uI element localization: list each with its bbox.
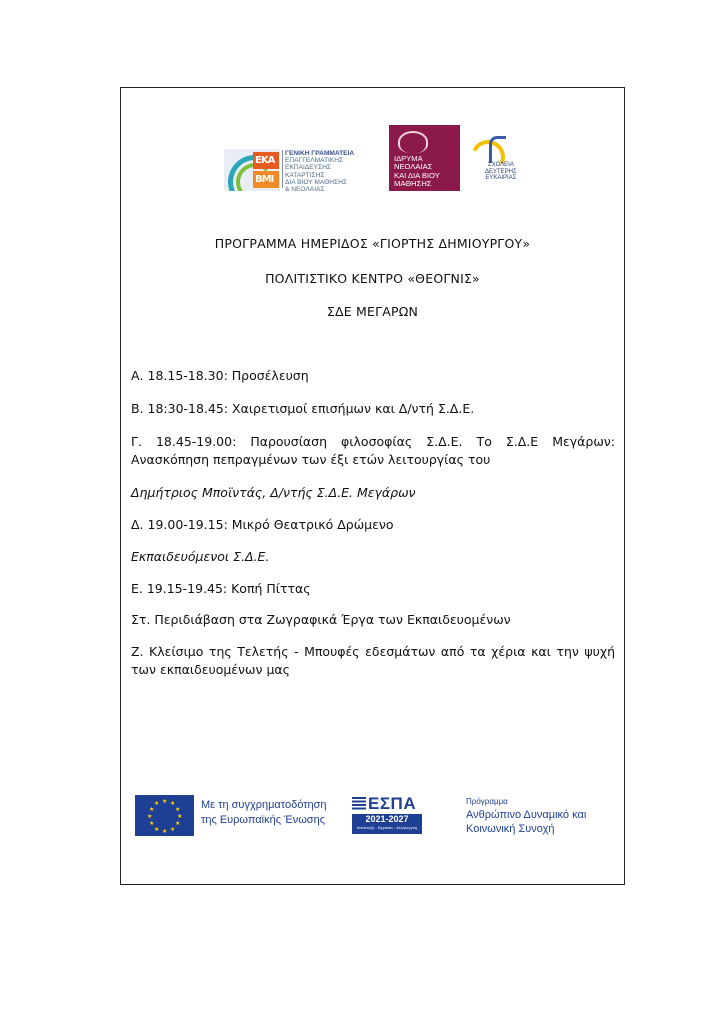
gsvet-letters-top: ΕΚΑ bbox=[253, 152, 279, 169]
head-silhouette-icon bbox=[398, 131, 428, 153]
gsvet-title: ΓΕΝΙΚΗ ΓΡΑΜΜΑΤΕΙΑ bbox=[285, 150, 355, 157]
gsvet-lines: ΕΠΑΓΓΕΛΜΑΤΙΚΗΣ ΕΚΠΑΙΔΕΥΣΗΣ ΚΑΤΑΡΤΙΣΗΣ ΔΙΑ ΒΙΟΥ ΜΑΘΗΣΗΣ & ΝΕΟΛΑΙΑΣ bbox=[285, 157, 347, 194]
program-item-d-performers: Εκπαιδευόμενοι Σ.Δ.Ε. bbox=[131, 549, 270, 564]
eu-flag-icon: ★ ★ ★ ★ ★ ★ ★ ★ ★ ★ ★ ★ bbox=[135, 795, 194, 836]
figure-icon bbox=[489, 136, 506, 163]
greek-flag-icon bbox=[352, 797, 366, 811]
eu-cofunding-text: Με τη συγχρηματοδότηση της Ευρωπαϊκής Ένωσης bbox=[201, 799, 327, 826]
program-item-a: Α. 18.15-18.30: Προσέλευση bbox=[131, 368, 309, 383]
program-item-d: Δ. 19.00-19.15: Μικρό Θεατρικό Δρώμενο bbox=[131, 517, 394, 532]
inedivim-logo bbox=[389, 125, 460, 191]
program-name: Ανθρώπινο Δυναμικό και Κοινωνική Συνοχή bbox=[466, 809, 587, 835]
gsvet-text bbox=[285, 150, 386, 193]
espa-tagline: Ανάπτυξη - Εργασία - Αλληλεγγύη bbox=[356, 825, 418, 830]
espa-years-box bbox=[352, 814, 422, 834]
espa-logo bbox=[352, 794, 422, 836]
inedivim-text: ΙΔΡΥΜΑ ΝΕΟΛΑΙΑΣ ΚΑΙ ΔΙΑ ΒΙΟΥ ΜΑΘΗΣΗΣ bbox=[394, 154, 440, 189]
program-item-e: Ε. 19.15-19.45: Κοπή Πίττας bbox=[131, 581, 311, 596]
program-item-c: Γ. 18.45-19.00: Παρουσίαση φιλοσοφίας Σ.Δ.Ε. Το Σ.Δ.Ε Μεγάρων: Ανασκόπηση πεπραγμένων των έξι ετών λειτουργίας του bbox=[131, 434, 615, 467]
gsvet-emblem-icon bbox=[224, 149, 280, 191]
event-title: ΠΡΟΓΡΑΜΜΑ ΗΜΕΡΙΔΟΣ «ΓΙΟΡΤΗΣ ΔΗΜΙΟΥΡΓΟΥ» bbox=[214, 236, 531, 251]
program-kicker: Πρόγραμμα bbox=[466, 797, 508, 806]
sde-text: ΣΧΟΛΕΙΑ ΔΕΥΤΕΡΗΣ ΕΥΚΑΙΡΙΑΣ bbox=[485, 162, 517, 182]
gsvet-letters-bottom: ΒΜΙ bbox=[253, 171, 279, 188]
operational-program bbox=[466, 796, 586, 836]
espa-title: ΕΣΠΑ bbox=[368, 794, 417, 813]
program-item-z: Ζ. Κλείσιμο της Τελετής - Μπουφές εδεσμάτων από τα χέρια και την ψυχή των εκπαιδευομένων μας bbox=[131, 644, 615, 677]
venue-title: ΠΟΛΙΤΙΣΤΙΚΟ ΚΕΝΤΡΟ «ΘΕΟΓΝΙΣ» bbox=[265, 271, 480, 286]
program-item-b: Β. 18:30-18.45: Χαιρετισμοί επισήμων και Δ/ντή Σ.Δ.Ε. bbox=[131, 401, 475, 416]
sde-logo bbox=[465, 132, 525, 190]
program-item-st: Στ. Περιδιάβαση στα Ζωγραφικά Έργα των Εκπαιδευομένων bbox=[131, 612, 511, 627]
gsvet-logo bbox=[224, 147, 386, 194]
school-title: ΣΔΕ ΜΕΓΑΡΩΝ bbox=[326, 304, 419, 319]
espa-years: 2021-2027 bbox=[365, 814, 409, 824]
program-item-c-speaker: Δημήτριος Μποϊντάς, Δ/ντής Σ.Δ.Ε. Μεγάρων bbox=[131, 485, 416, 500]
